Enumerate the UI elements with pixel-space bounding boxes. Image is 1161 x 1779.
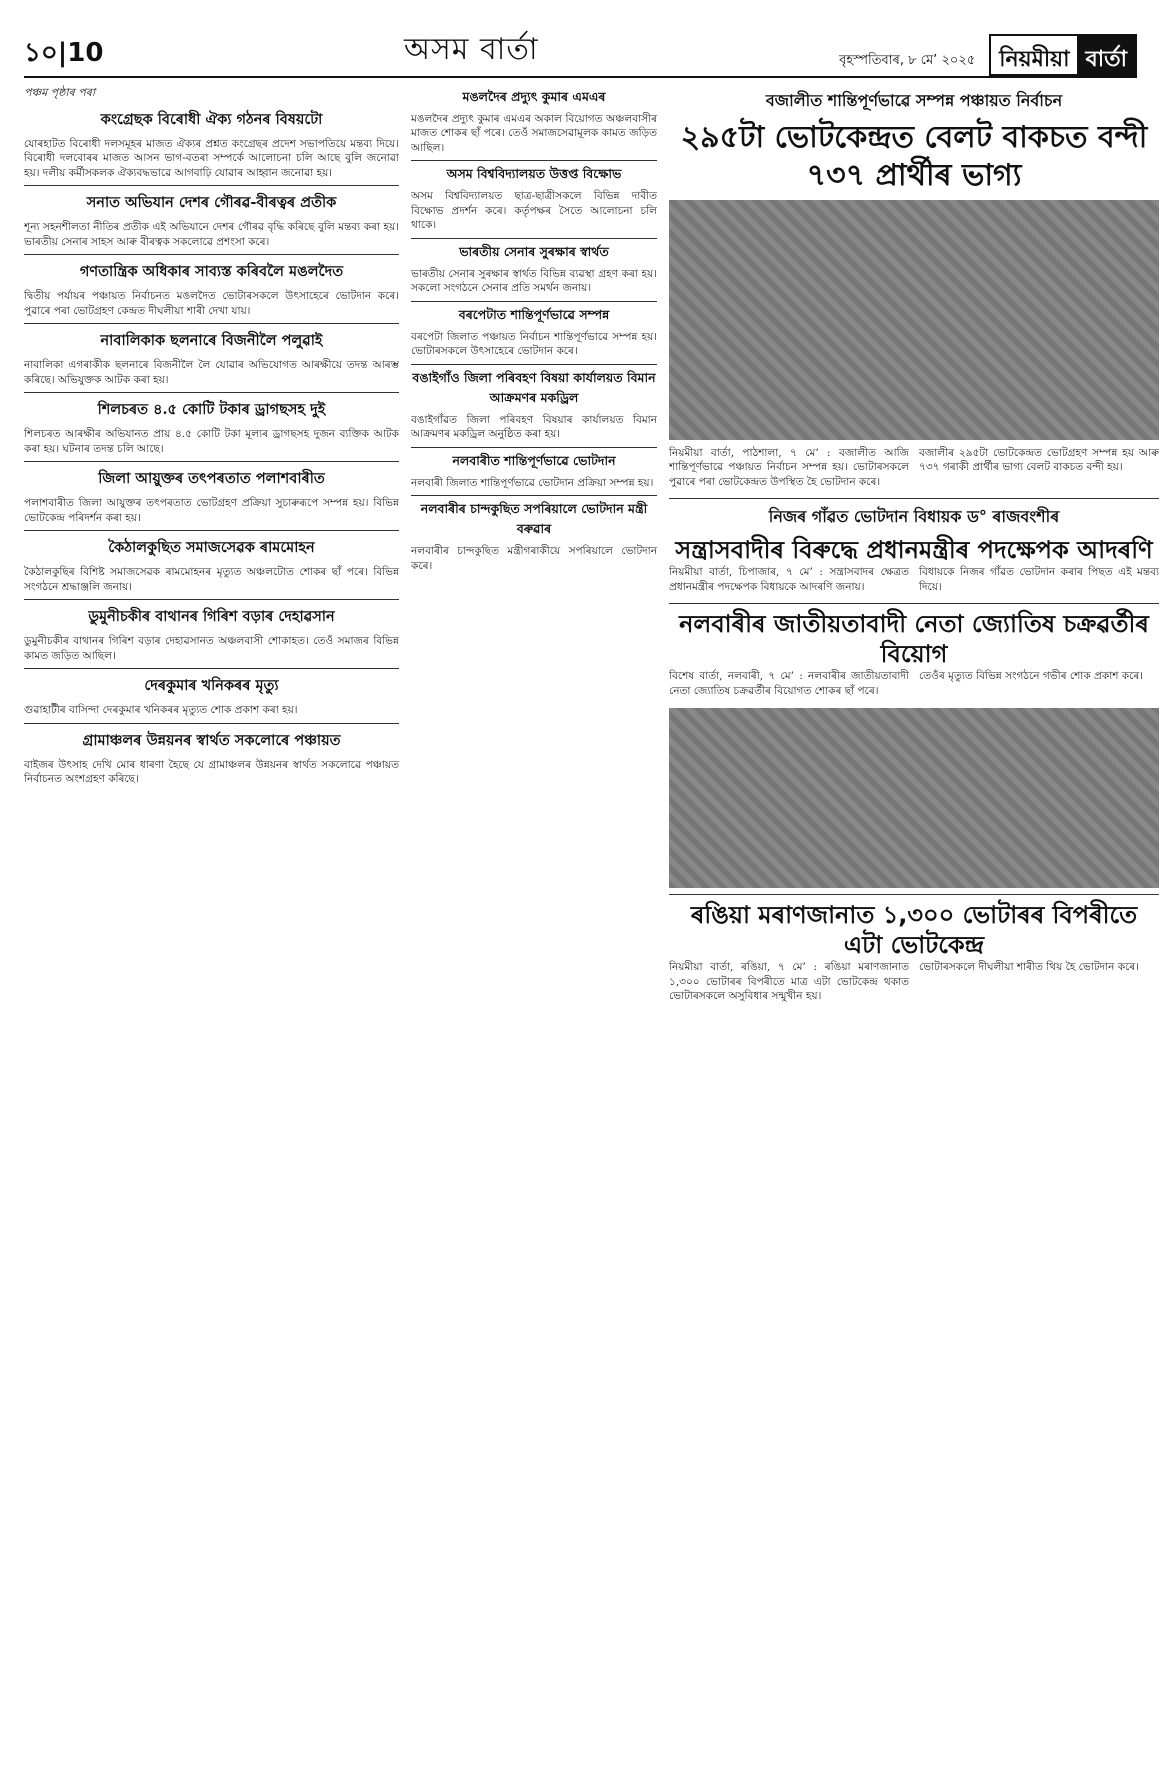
divider [411,238,657,239]
article-body: গুৱাহাটীৰ বাসিন্দা দেৰকুমাৰ খনিকৰৰ মৃত্যুত শোক প্ৰকাশ কৰা হয়। [24,704,298,717]
kicker: নিজৰ গাঁৱত ভোটদান বিধায়ক ড° ৰাজবংশীৰ [768,507,1060,527]
article-headline: বৰপেটাত শান্তিপূৰ্ণভাৱে সম্পন্ন [458,306,610,322]
newspaper-logo [989,34,1137,76]
divider [24,392,399,393]
article-body: নলবাৰী জিলাত শান্তিপূৰ্ণভাৱে ভোটদান প্ৰক্ৰিয়া সম্পন্ন হয়। [411,476,654,489]
article-body: নিয়মীয়া বাৰ্তা, পাঠশালা, ৭ মে’ : বজালীত আজি শান্তিপূৰ্ণভাৱে পঞ্চায়ত নিৰ্বাচন সম্পন্ন হয়। ভোটাৰসকলে পুৱাৰে পৰা ভোটকেন্দ্ৰত উপস্থিত হৈ ভোটদান কৰে। [669,447,909,488]
column-middle [411,84,657,1774]
continuation-note: পঞ্চম পৃষ্ঠাৰ পৰা [24,86,96,99]
article-body: নলবাৰীৰ চান্দকুছিত মন্ত্ৰীগৰাকীয়ে সপৰিয়ালে ভোটদান কৰে। [411,545,657,572]
article-headline: দেৰকুমাৰ খনিকৰৰ মৃত্যু [144,677,279,695]
article-body: বাইজৰ উৎসাহ দেখি মোৰ ধাৰণা হৈছে যে গ্ৰামাঞ্চলৰ উন্নয়নৰ স্বাৰ্থত সকলোৱে পঞ্চায়ত নিৰ্বাচনত অংশগ্ৰহণ কৰিছে। [24,758,399,786]
article-body: তেওঁৰ মৃত্যুত বিভিন্ন সংগঠনে গভীৰ শোক প্ৰকাশ কৰে। [919,670,1144,683]
article-body: ভাৰতীয় সেনাৰ সুৰক্ষাৰ স্বাৰ্থত বিভিন্ন ব্যৱস্থা গ্ৰহণ কৰা হয়। সকলো সংগঠনে সেনাৰ প্ৰতি সমৰ্থন জনায়। [411,267,657,295]
article-headline: নাবালিকাক ছলনাৰে বিজনীলৈ পলুৱাই [100,332,323,350]
news-photo [669,200,1159,440]
article-body: বঙাইগাঁৱত জিলা পৰিবহণ বিষয়াৰ কাৰ্যালয়ত বিমান আক্ৰমণৰ মকড্ৰিল অনুষ্ঠিত কৰা হয়। [411,413,657,441]
columns [24,84,1159,1774]
article-body-columns [669,960,1159,1007]
column-left [24,84,399,1774]
article-headline: বঙাইগাঁও জিলা পৰিবহণ বিষয়া কাৰ্যালয়ত বিমান আক্ৰমণৰ মকড্ৰিল [412,369,656,405]
article-body: পলাশবাৰীত জিলা আয়ুক্তৰ তৎপৰতাত ভোটগ্ৰহণ প্ৰক্ৰিয়া সুচাৰুৰূপে সম্পন্ন হয়। বিভিন্ন ভোটকেন্দ্ৰ পৰিদৰ্শন কৰা হয়। [24,497,399,524]
divider [24,254,399,255]
article-body: কৈঠালকুছিৰ বিশিষ্ট সমাজসেৱক ৰামমোহনৰ মৃত্যুত অঞ্চলটোত শোকৰ ছাঁ পৰে। বিভিন্ন সংগঠনে শ্ৰদ্ধাঞ্জলি জনায়। [24,566,399,593]
article-body: বিশেষ বাৰ্তা, নলবাৰী, ৭ মে’ : নলবাৰীৰ জাতীয়তাবাদী নেতা জ্যোতিষ চক্ৰৱৰ্তীৰ বিয়োগত শোকৰ ছাঁ পৰে। [669,670,909,697]
article-body-columns [669,565,1159,598]
section-title: অসম বাৰ্তা [403,32,539,67]
article-body-columns [669,446,1159,493]
article-body: নিয়মীয়া বাৰ্তা, চিপাজাৰ, ৭ মে’ : সন্ত্ৰাসবাদৰ ক্ষেত্ৰত প্ৰধানমন্ত্ৰীৰ পদক্ষেপক বিধায়কে আদৰণি জনায়। [669,566,909,593]
article-headline: গণতান্ত্ৰিক অধিকাৰ সাব্যস্ত কৰিবলৈ মঙলদৈত [79,263,344,281]
divider [24,723,399,724]
article-body: নিয়মীয়া বাৰ্তা, ৰঙিয়া, ৭ মে’ : ৰঙিয়া মৰাণজানাত ১,৩০০ ভোটাৰৰ বিপৰীতে মাত্ৰ এটা ভোটকেন্দ্ৰ থকাত ভোটাৰসকলে অসুবিধাৰ সন্মুখীন হয়। [669,961,909,1003]
article-body: মঙলদৈৰ প্ৰদ্যুৎ কুমাৰ এমএৰ অকাল বিয়োগত অঞ্চলবাসীৰ মাজত শোকৰ ছাঁ পৰে। তেওঁ সমাজসেৱামূলক কামত জড়িত আছিল। [411,113,657,154]
news-photo [669,708,1159,888]
divider [669,498,1159,499]
article-body: ডুমুনীচকীৰ বাথানৰ গিৰিশ বড়াৰ দেহাৱসানত অঞ্চলবাসী শোকাহত। তেওঁ সমাজৰ বিভিন্ন কামত জড়িত আছিল। [24,635,399,662]
divider [411,364,657,365]
article-body: বৰপেটা জিলাত পঞ্চায়ত নিৰ্বাচন শান্তিপূৰ্ণভাৱে সম্পন্ন হয়। ভোটাৰসকলে উৎসাহেৰে ভোটদান কৰে। [411,330,657,358]
divider [24,185,399,186]
article-headline: কৈঠালকুছিত সমাজসেৱক ৰামমোহন [108,539,315,557]
masthead [24,28,1137,78]
article-body: ভোটাৰসকলে দীঘলীয়া শাৰীত থিয় হৈ ভোটদান কৰে। [919,961,1139,974]
article-headline: ৰঙিয়া মৰাণজানাত ১,৩০০ ভোটাৰৰ বিপৰীতে এটা ভোটকেন্দ্ৰ [690,901,1138,960]
article-headline: গ্ৰামাঞ্চলৰ উন্নয়নৰ স্বাৰ্থত সকলোৰে পঞ্চায়ত [82,731,341,749]
article-body: অসম বিশ্ববিদ্যালয়ত ছাত্ৰ-ছাত্ৰীসকলে বিভিন্ন দাবীত বিক্ষোভ প্ৰদৰ্শন কৰে। কৰ্তৃপক্ষৰ সৈতে আলোচনা চলি থাকে। [411,190,657,232]
article-headline: ডুমুনীচকীৰ বাথানৰ গিৰিশ বড়াৰ দেহাৱসান [88,608,335,626]
article-body: বজালীৰ ২৯৫টা ভোটকেন্দ্ৰত ভোটগ্ৰহণ সম্পন্ন হয় আৰু ৭৩৭ গৰাকী প্ৰাৰ্থীৰ ভাগ্য বেলট বাকচত বন্দী হয়। [919,447,1159,474]
article-body: শিলচৰত আৰক্ষীৰ অভিযানত প্ৰায় ৪.৫ কোটি টকা মূল্যৰ ড্ৰাগছসহ দুজন ব্যক্তিক আটক কৰা হয়। ঘটনাৰ তদন্ত চলি আছে। [24,428,399,455]
divider [411,301,657,302]
article-headline: সন্ত্ৰাসবাদীৰ বিৰুদ্ধে প্ৰধানমন্ত্ৰীৰ পদক্ষেপক আদৰণি [675,536,1153,565]
article-headline: নলবাৰীত শান্তিপূৰ্ণভাৱে ভোটদান [452,452,616,468]
article-headline: ভাৰতীয় সেনাৰ সুৰক্ষাৰ স্বাৰ্থত [459,243,609,259]
divider [411,160,657,161]
lead-headline: ২৯৫টা ভোটকেন্দ্ৰত বেলট বাকচত বন্দী ৭৩৭ প্ৰাৰ্থীৰ ভাগ্য [680,120,1148,193]
issue-date: বৃহস্পতিবাৰ, ৮ মে’ ২০২৫ [839,53,976,68]
article-headline: অসম বিশ্ববিদ্যালয়ত উত্তপ্ত বিক্ষোভ [446,166,622,182]
kicker: বজালীত শান্তিপূৰ্ণভাৱে সম্পন্ন পঞ্চায়ত নিৰ্বাচন [765,91,1063,110]
divider [669,603,1159,604]
article-headline: সনাত অভিযান দেশৰ গৌৰৱ-বীৰত্বৰ প্ৰতীক [86,194,337,212]
article-headline: জিলা আয়ুক্তৰ তৎপৰতাত পলাশবাৰীত [98,470,325,488]
logo-part-b: বাৰ্তা [1077,36,1135,74]
divider [411,447,657,448]
article-headline: মঙলদৈৰ প্ৰদ্যুৎ কুমাৰ এমএৰ [462,89,606,104]
divider [669,894,1159,895]
divider [411,495,657,496]
article-headline: কংগ্ৰেছক বিৰোধী ঐক্য গঠনৰ বিষয়টো [100,111,323,128]
article-body: শূন্য সহনশীলতা নীতিৰ প্ৰতীক এই অভিযানে দেশৰ গৌৰৱ বৃদ্ধি কৰিছে বুলি মন্তব্য কৰা হয়। ভাৰতীয় সেনাৰ সাহস আৰু বীৰত্বক সকলোৱে প্ৰশংসা কৰে। [24,221,399,248]
divider [24,668,399,669]
page-number: ১০|10 [24,38,104,68]
article-body-columns [669,669,1159,702]
article-body: দ্বিতীয় পৰ্যায়ৰ পঞ্চায়ত নিৰ্বাচনত মঙলদৈত ভোটাৰসকলে উৎসাহেৰে ভোটদান কৰে। পুৱাৰে পৰা ভোটগ্ৰহণ কেন্দ্ৰত দীঘলীয়া শাৰী দেখা যায়। [24,290,399,317]
article-body: নাবালিকা এগৰাকীক ছলনাৰে বিজনীলৈ লৈ যোৱাৰ অভিযোগত আৰক্ষীয়ে তদন্ত আৰম্ভ কৰিছে। অভিযুক্তক আটক কৰা হয়। [24,359,399,386]
divider [24,461,399,462]
article-headline: শিলচৰত ৪.৫ কোটি টকাৰ ড্ৰাগছসহ দুই [97,401,326,419]
article-body: যোৰহাটত বিৰোধী দলসমূহৰ মাজত ঐক্যৰ প্ৰশ্নত কংগ্ৰেছৰ প্ৰদেশ সভাপতিয়ে মন্তব্য দিয়ে। বিৰোধী দলবোৰৰ মাজত আসন ভাগ-বতৰা সম্পৰ্কে আলোচনা চলি আছে বুলি জনোৱা হয়। দলীয় কৰ্মীসকলক ঐক্যবদ্ধভাৱে আগবাঢ়ি যোৱাৰ আহ্বান জনোৱা হয়। [24,138,399,179]
divider [24,530,399,531]
article-body: বিধায়কে নিজৰ গাঁৱত ভোটদান কৰাৰ পিছত এই মন্তব্য দিয়ে। [919,566,1159,593]
article-headline: নলবাৰীৰ জাতীয়তাবাদী নেতা জ্যোতিষ চক্ৰৱৰ্তীৰ বিয়োগ [679,610,1149,669]
masthead-right [839,34,1137,76]
column-right [669,84,1159,1774]
article-headline: নলবাৰীৰ চান্দকুছিত সপৰিয়ালে ভোটদান মন্ত্ৰী বৰুৱাৰ [420,501,648,537]
divider [24,599,399,600]
divider [24,323,399,324]
logo-part-a: নিয়মীয়া [999,47,1070,72]
